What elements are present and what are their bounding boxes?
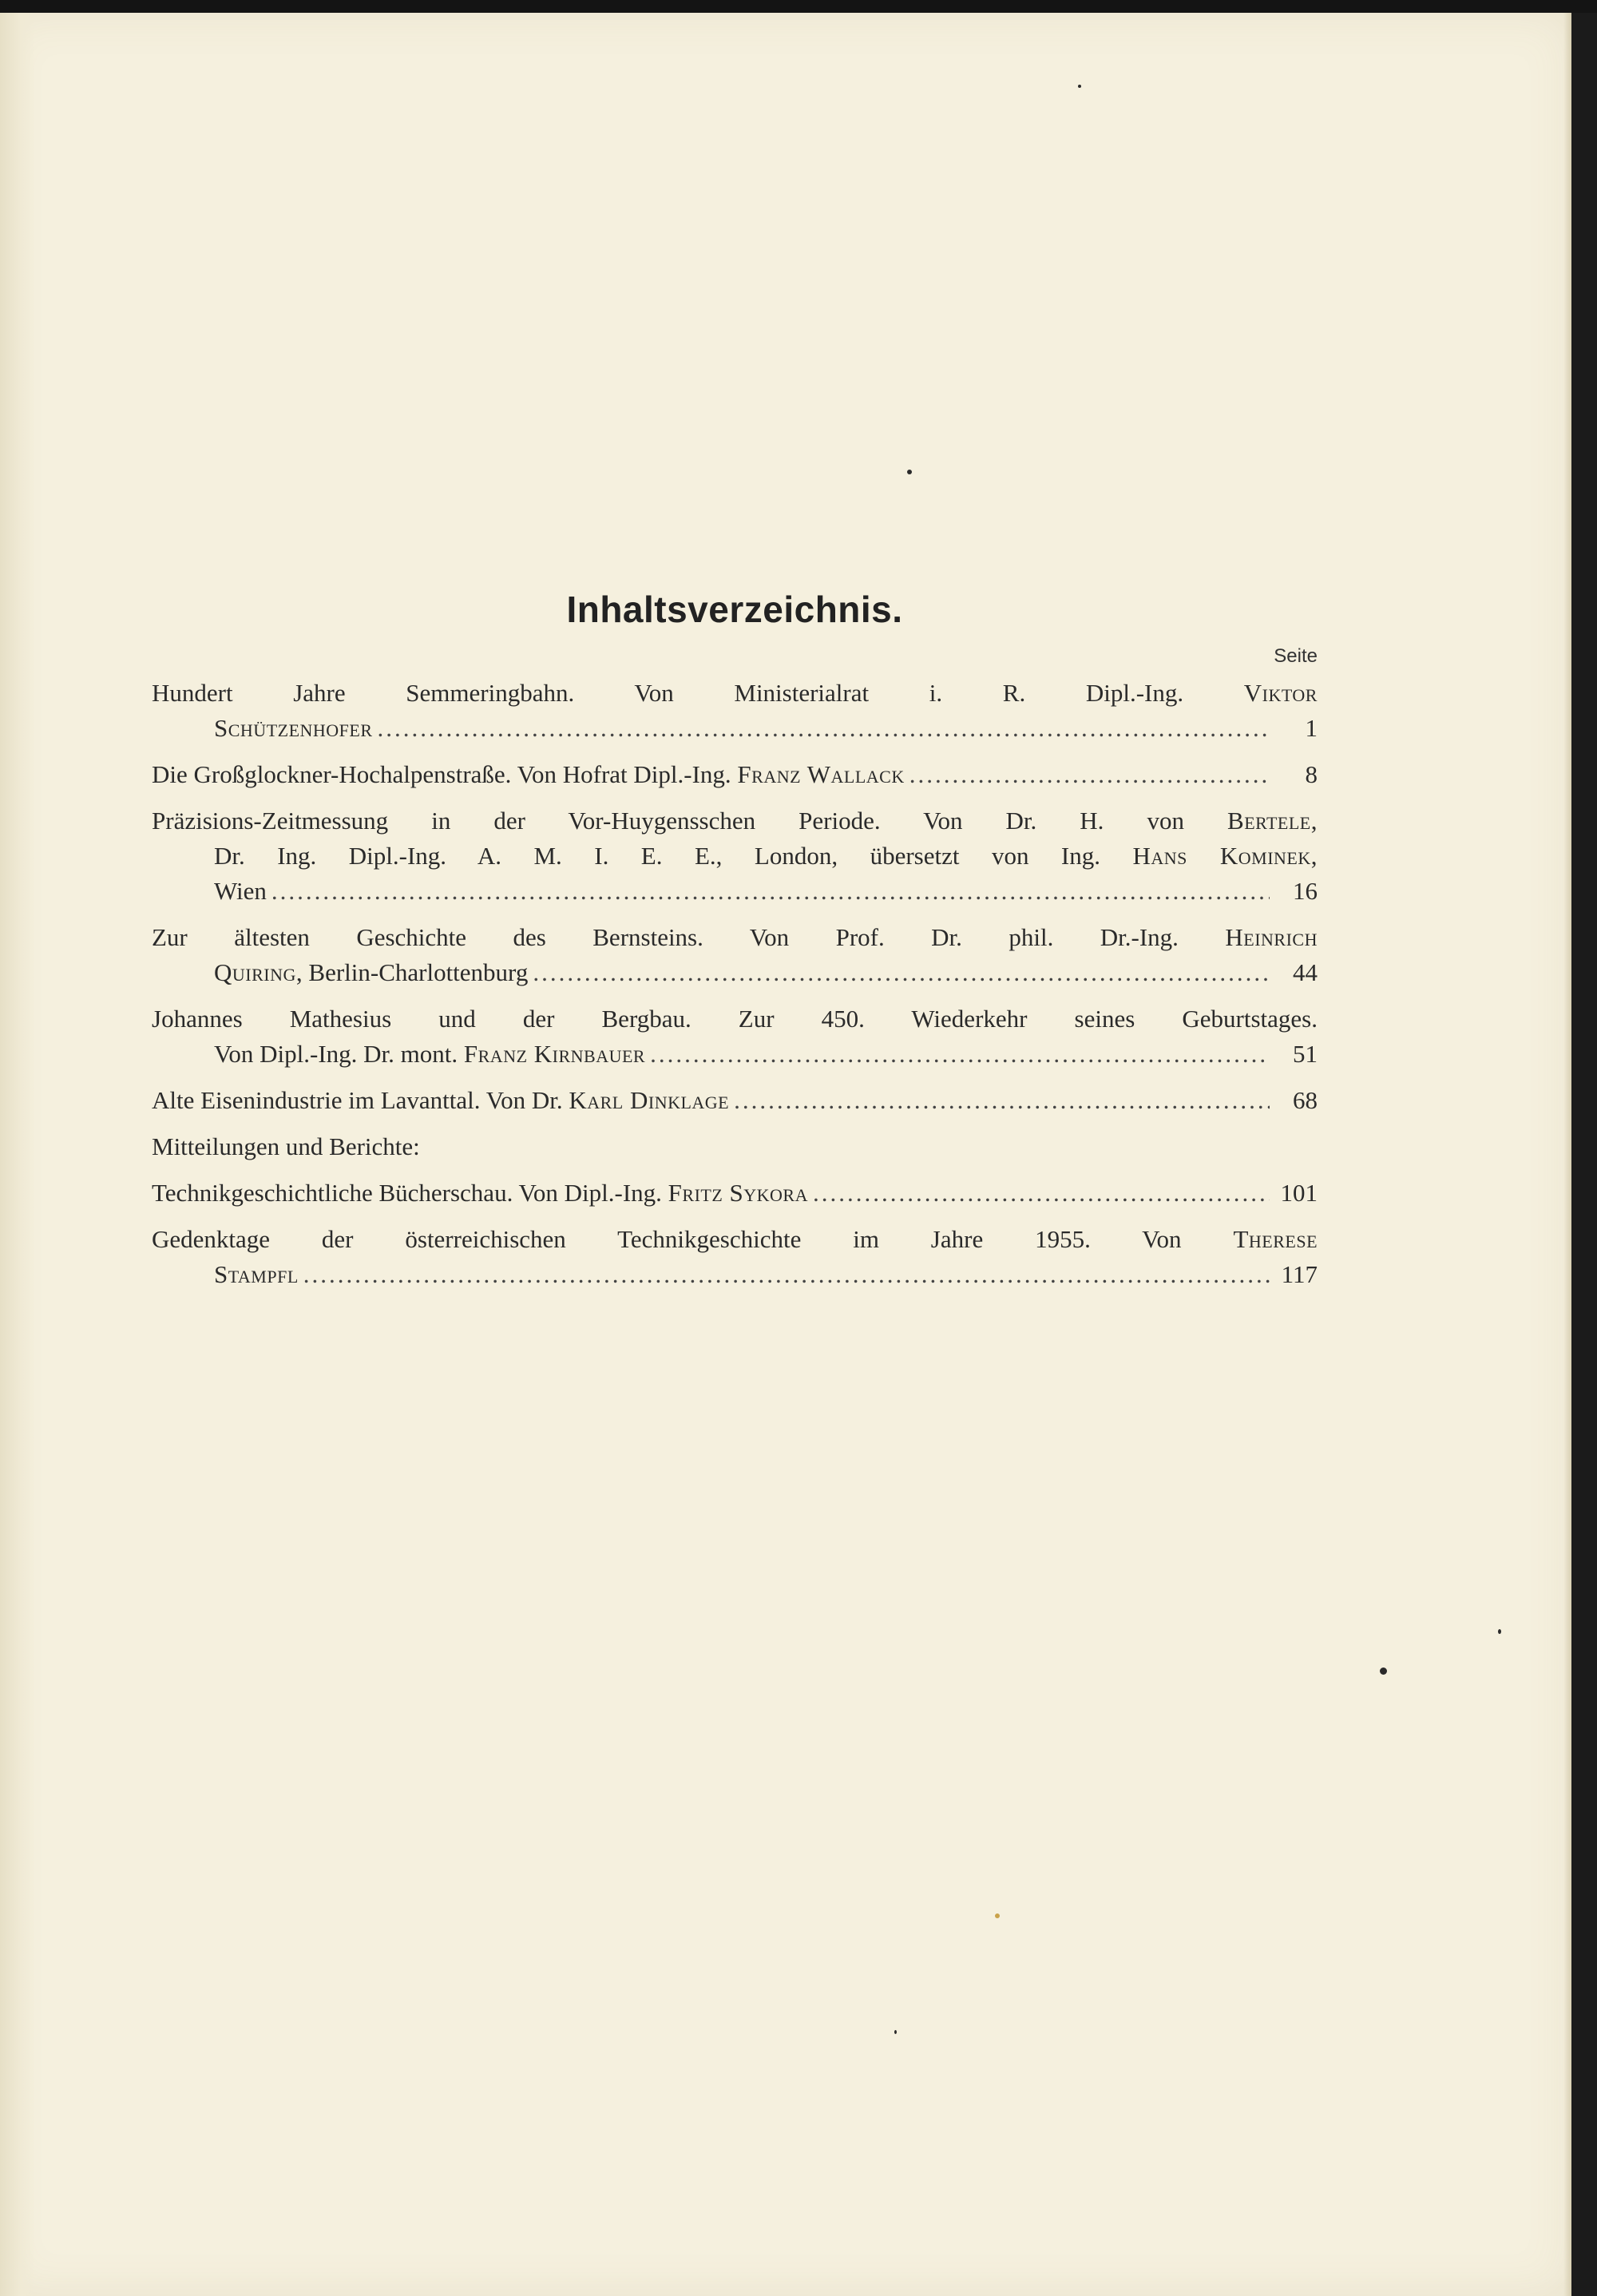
entry-text: Hundert Jahre Semmeringbahn. Von Ministerialrat i. R. Dipl.-Ing. — [152, 679, 1184, 707]
entry-line — [152, 757, 1318, 792]
paper-speck — [1380, 1667, 1387, 1675]
dot-leader — [909, 757, 1270, 792]
entry-line — [152, 1001, 1318, 1037]
dot-leader — [303, 1257, 1270, 1292]
toc-entry — [152, 1083, 1318, 1118]
entry-text: Die Großglockner-Hochalpenstraße. Von Hofrat Dipl.-Ing. — [152, 760, 731, 788]
entry-text: Dr. Ing. Dipl.-Ing. A. M. I. E. E., London, übersetzt von Ing. — [214, 842, 1100, 870]
page-number: 68 — [1293, 1086, 1318, 1114]
author-name: Hans Kominek, — [1132, 842, 1318, 870]
entry-line — [152, 1222, 1318, 1257]
toc-entry — [152, 803, 1318, 909]
entry-line — [152, 803, 1318, 839]
scan-border — [0, 0, 1597, 13]
author-name: Heinrich — [1225, 923, 1318, 951]
page-number: 1 — [1305, 714, 1318, 742]
entry-text: Gedenktage der österreichischen Technikgeschichte im Jahre 1955. Von — [152, 1225, 1182, 1253]
toc-entry — [152, 1001, 1318, 1072]
entry-line — [152, 1129, 1318, 1164]
entry-line — [152, 676, 1318, 711]
entry-line — [152, 711, 1318, 746]
dot-leader — [650, 1037, 1270, 1072]
entry-line — [152, 920, 1318, 955]
page-number: 44 — [1293, 958, 1318, 986]
author-name: Quiring — [214, 958, 296, 986]
section-heading-text: Mitteilungen und Berichte: — [152, 1132, 420, 1160]
entry-text: Technikgeschichtliche Bücherschau. Von Dipl.-Ing. — [152, 1179, 662, 1207]
author-name: Stampfl — [214, 1260, 299, 1288]
toc-entry — [152, 676, 1318, 746]
page-right-edge — [1563, 13, 1571, 2296]
entry-line — [152, 1083, 1318, 1118]
author-name: Franz Wallack — [737, 760, 905, 788]
entry-line — [152, 874, 1318, 909]
entry-text: Präzisions-Zeitmessung in der Vor-Huygensschen Periode. Von Dr. H. von — [152, 807, 1184, 835]
dot-leader — [734, 1083, 1270, 1118]
paper-speck — [1498, 1629, 1501, 1634]
entry-text: Von Dipl.-Ing. Dr. mont. — [214, 1040, 458, 1068]
page-column-header: Seite — [1274, 645, 1318, 667]
paper-speck — [995, 1913, 1000, 1918]
entry-line — [152, 839, 1318, 874]
author-name: Schützenhofer — [214, 714, 373, 742]
toc-entry — [152, 920, 1318, 990]
page-number: 101 — [1280, 1179, 1318, 1207]
entry-text: Alte Eisenindustrie im Lavanttal. Von Dr. — [152, 1086, 563, 1114]
dot-leader — [271, 874, 1270, 909]
page-binding-edge — [0, 13, 35, 2296]
entry-text: Wien — [214, 877, 267, 905]
author-name: Bertele, — [1227, 807, 1318, 835]
entry-text: Johannes Mathesius und der Bergbau. Zur 450. Wiederkehr seines Geburtstages. — [152, 1005, 1318, 1033]
dot-leader — [813, 1176, 1270, 1211]
toc-section-heading — [152, 1129, 1318, 1164]
document-page — [0, 13, 1571, 2296]
toc-entry — [152, 1176, 1318, 1211]
dot-leader — [533, 955, 1270, 990]
entry-text: , Berlin-Charlottenburg — [295, 958, 529, 986]
paper-speck — [1078, 85, 1081, 88]
table-of-contents — [152, 588, 1318, 1303]
paper-speck — [907, 470, 912, 474]
toc-entry — [152, 757, 1318, 792]
entry-line — [152, 1257, 1318, 1292]
author-name: Therese — [1233, 1225, 1318, 1253]
author-name: Fritz Sykora — [668, 1179, 808, 1207]
author-name: Karl Dinklage — [569, 1086, 730, 1114]
toc-entry — [152, 1222, 1318, 1292]
page-number: 8 — [1305, 760, 1318, 788]
entry-line — [152, 955, 1318, 990]
page-number: 16 — [1293, 877, 1318, 905]
entry-line — [152, 1176, 1318, 1211]
entry-text: Zur ältesten Geschichte des Bernsteins. Von Prof. Dr. phil. Dr.-Ing. — [152, 923, 1179, 951]
entry-line — [152, 1037, 1318, 1072]
paper-speck — [894, 2030, 897, 2034]
author-name: Viktor — [1243, 679, 1318, 707]
author-name: Franz Kirnbauer — [463, 1040, 646, 1068]
page-number: 51 — [1293, 1040, 1318, 1068]
page-number: 117 — [1281, 1260, 1318, 1288]
toc-title: Inhaltsverzeichnis. — [566, 589, 903, 630]
dot-leader — [378, 711, 1270, 746]
